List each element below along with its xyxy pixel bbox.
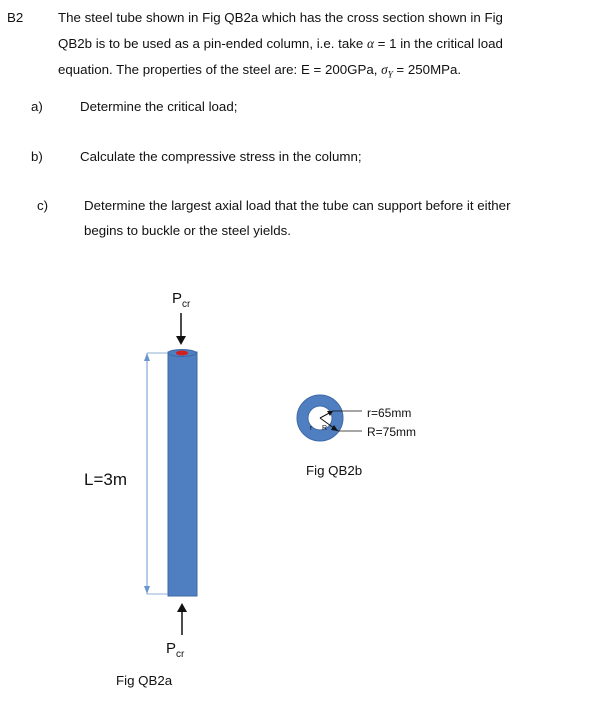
question-line-3-pre: equation. The properties of the steel are: E = 200GPa, [58,62,382,77]
sigma-subscript: Y [387,69,393,80]
pin-marker [176,351,188,356]
bottom-load-arrow-head [177,603,187,612]
length-label: L=3m [84,470,127,489]
bottom-load-symbol: P [166,640,177,657]
figure-qb2a-caption: Fig QB2a [116,673,173,688]
part-c-label: c) [37,198,49,213]
question-number: B2 [7,10,24,25]
part-c-text-line-2: begins to buckle or the steel yields. [84,223,291,238]
top-load-arrow-head [176,336,186,345]
question-line-2-pre: QB2b is to be used as a pin-ended column, i.e. take [58,36,367,51]
top-load-label [172,290,190,310]
part-b-text: Calculate the compressive stress in the column; [80,149,362,164]
r-marker: r [310,425,313,432]
alpha-symbol: α [366,36,374,51]
steel-tube [168,352,197,596]
part-a-text: Determine the critical load; [80,99,238,114]
outer-radius-label: R=75mm [367,425,417,439]
bottom-load-subscript: cr [176,649,185,660]
top-load-symbol: P [172,290,183,307]
question-line-3-post: = 250MPa. [392,62,462,77]
dimension-arrow-top [144,353,150,361]
figure-qb2b-caption: Fig QB2b [306,463,363,478]
R-marker: R [322,425,328,432]
top-load-subscript: cr [182,299,191,310]
sigma-symbol: σ [381,62,388,77]
bottom-load-label [166,640,184,660]
part-b-label: b) [31,149,43,164]
inner-radius-label: r=65mm [367,406,412,420]
question-line-2-post: = 1 in the critical load [373,36,503,51]
dimension-arrow-bottom [144,586,150,594]
question-text-line-1: The steel tube shown in Fig QB2a which has the cross section shown in Fig [58,10,503,25]
part-c-text-line-1: Determine the largest axial load that the tube can support before it either [84,198,511,213]
part-a-label: a) [31,99,43,114]
